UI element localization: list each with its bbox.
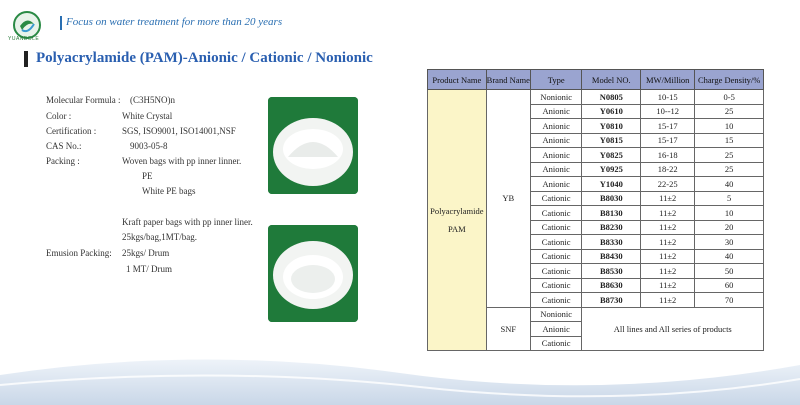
slogan: Focus on water treatment for more than 20 years (66, 16, 283, 28)
page-title: Polyacrylamide (PAM)-Anionic / Cationic / Nonionic (36, 50, 373, 66)
type-cell: Anionic (530, 104, 582, 119)
charge-density-cell: 70 (695, 293, 764, 308)
model-cell: B8430 (582, 249, 641, 264)
packing-label: Packing : (46, 156, 80, 166)
product-photo-powder-1 (268, 97, 358, 194)
charge-density-cell: 10 (695, 119, 764, 134)
charge-density-cell: 25 (695, 162, 764, 177)
charge-density-cell: 50 (695, 264, 764, 279)
model-cell: Y0810 (582, 119, 641, 134)
type-cell: Cationic (530, 249, 582, 264)
model-cell: Y0815 (582, 133, 641, 148)
charge-density-cell: 5 (695, 191, 764, 206)
charge-density-cell: 40 (695, 177, 764, 192)
packing-line-2: PE (142, 171, 153, 181)
formula-value: (C3H5NO)n (130, 95, 175, 105)
mw-cell: 11±2 (641, 249, 695, 264)
type-cell: Cationic (530, 278, 582, 293)
type-cell: Cationic (530, 293, 582, 308)
type-cell: Nonionic (530, 90, 582, 105)
charge-density-cell: 40 (695, 249, 764, 264)
model-cell: N0805 (582, 90, 641, 105)
mw-cell: 22-25 (641, 177, 695, 192)
mw-cell: 11±2 (641, 293, 695, 308)
snf-type-cell: Cationic (530, 336, 582, 351)
emulsion-line-2: 1 MT/ Drum (126, 264, 172, 274)
type-cell: Cationic (530, 264, 582, 279)
charge-density-cell: 25 (695, 148, 764, 163)
charge-density-cell: 25 (695, 104, 764, 119)
certification-label: Certification : (46, 126, 97, 136)
bottom-wave-decoration (0, 335, 800, 405)
mw-cell: 11±2 (641, 191, 695, 206)
model-cell: B8630 (582, 278, 641, 293)
product-photo-powder-2 (268, 225, 358, 322)
charge-density-cell: 30 (695, 235, 764, 250)
model-cell: Y0825 (582, 148, 641, 163)
certification-value: SGS, ISO9001, ISO14001,NSF (122, 126, 236, 136)
product-name-line-1: Polyacrylamide (430, 206, 484, 216)
cas-label: CAS No.: (46, 141, 82, 151)
logo-text: YUANBOLE (8, 36, 40, 42)
mw-cell: 15-17 (641, 133, 695, 148)
cas-value: 9003-05-8 (130, 141, 168, 151)
brand-snf-cell: SNF (486, 307, 530, 351)
mw-cell: 11±2 (641, 235, 695, 250)
type-cell: Cationic (530, 191, 582, 206)
charge-density-cell: 20 (695, 220, 764, 235)
model-cell: B8130 (582, 206, 641, 221)
mw-cell: 11±2 (641, 220, 695, 235)
packing-line-3: White PE bags (142, 186, 196, 196)
mw-cell: 11±2 (641, 206, 695, 221)
model-cell: B8230 (582, 220, 641, 235)
emulsion-line-1: 25kgs/ Drum (122, 248, 170, 258)
table-row (428, 90, 764, 105)
product-name-line-2: PAM (448, 224, 466, 234)
type-cell: Cationic (530, 235, 582, 250)
mw-cell: 10-15 (641, 90, 695, 105)
snf-type-cell: Anionic (530, 322, 582, 337)
type-cell: Cationic (530, 220, 582, 235)
model-cell: Y0925 (582, 162, 641, 177)
emulsion-label: Emusion Packing: (46, 248, 112, 258)
title-marker (24, 51, 28, 67)
mw-cell: 15-17 (641, 119, 695, 134)
charge-density-cell: 0-5 (695, 90, 764, 105)
model-cell: B8030 (582, 191, 641, 206)
header-charge-density: Charge Density/% (695, 70, 764, 90)
mw-cell: 10--12 (641, 104, 695, 119)
model-cell: B8530 (582, 264, 641, 279)
model-cell: Y0610 (582, 104, 641, 119)
product-name-cell (428, 90, 487, 351)
mw-cell: 11±2 (641, 278, 695, 293)
type-cell: Anionic (530, 133, 582, 148)
header-brand-name: Brand Name (486, 70, 530, 90)
packing-line-5: 25kgs/bag,1MT/bag. (122, 232, 197, 242)
color-label: Color : (46, 111, 72, 121)
product-spec-table (427, 69, 764, 351)
charge-density-cell: 10 (695, 206, 764, 221)
table-header-row (428, 70, 764, 90)
model-cell: B8330 (582, 235, 641, 250)
charge-density-cell: 15 (695, 133, 764, 148)
mw-cell: 11±2 (641, 264, 695, 279)
type-cell: Anionic (530, 148, 582, 163)
charge-density-cell: 60 (695, 278, 764, 293)
type-cell: Cationic (530, 206, 582, 221)
slogan-divider (60, 16, 62, 30)
snf-note-cell: All lines and All series of products (582, 307, 764, 351)
mw-cell: 16-18 (641, 148, 695, 163)
model-cell: Y1040 (582, 177, 641, 192)
formula-label: Molecular Formula : (46, 95, 121, 105)
header-product-name: Product Name (428, 70, 487, 90)
header-mw: MW/Million (641, 70, 695, 90)
model-cell: B8730 (582, 293, 641, 308)
header-model-no: Model NO. (582, 70, 641, 90)
packing-line-4: Kraft paper bags with pp inner liner. (122, 217, 253, 227)
color-value: White Crystal (122, 111, 173, 121)
brand-yb-cell: YB (486, 90, 530, 308)
type-cell: Anionic (530, 162, 582, 177)
snf-type-cell: Nonionic (530, 307, 582, 322)
packing-line-1: Woven bags with pp inner linner. (122, 156, 242, 166)
type-cell: Anionic (530, 177, 582, 192)
header-type: Type (530, 70, 582, 90)
type-cell: Anionic (530, 119, 582, 134)
mw-cell: 18-22 (641, 162, 695, 177)
